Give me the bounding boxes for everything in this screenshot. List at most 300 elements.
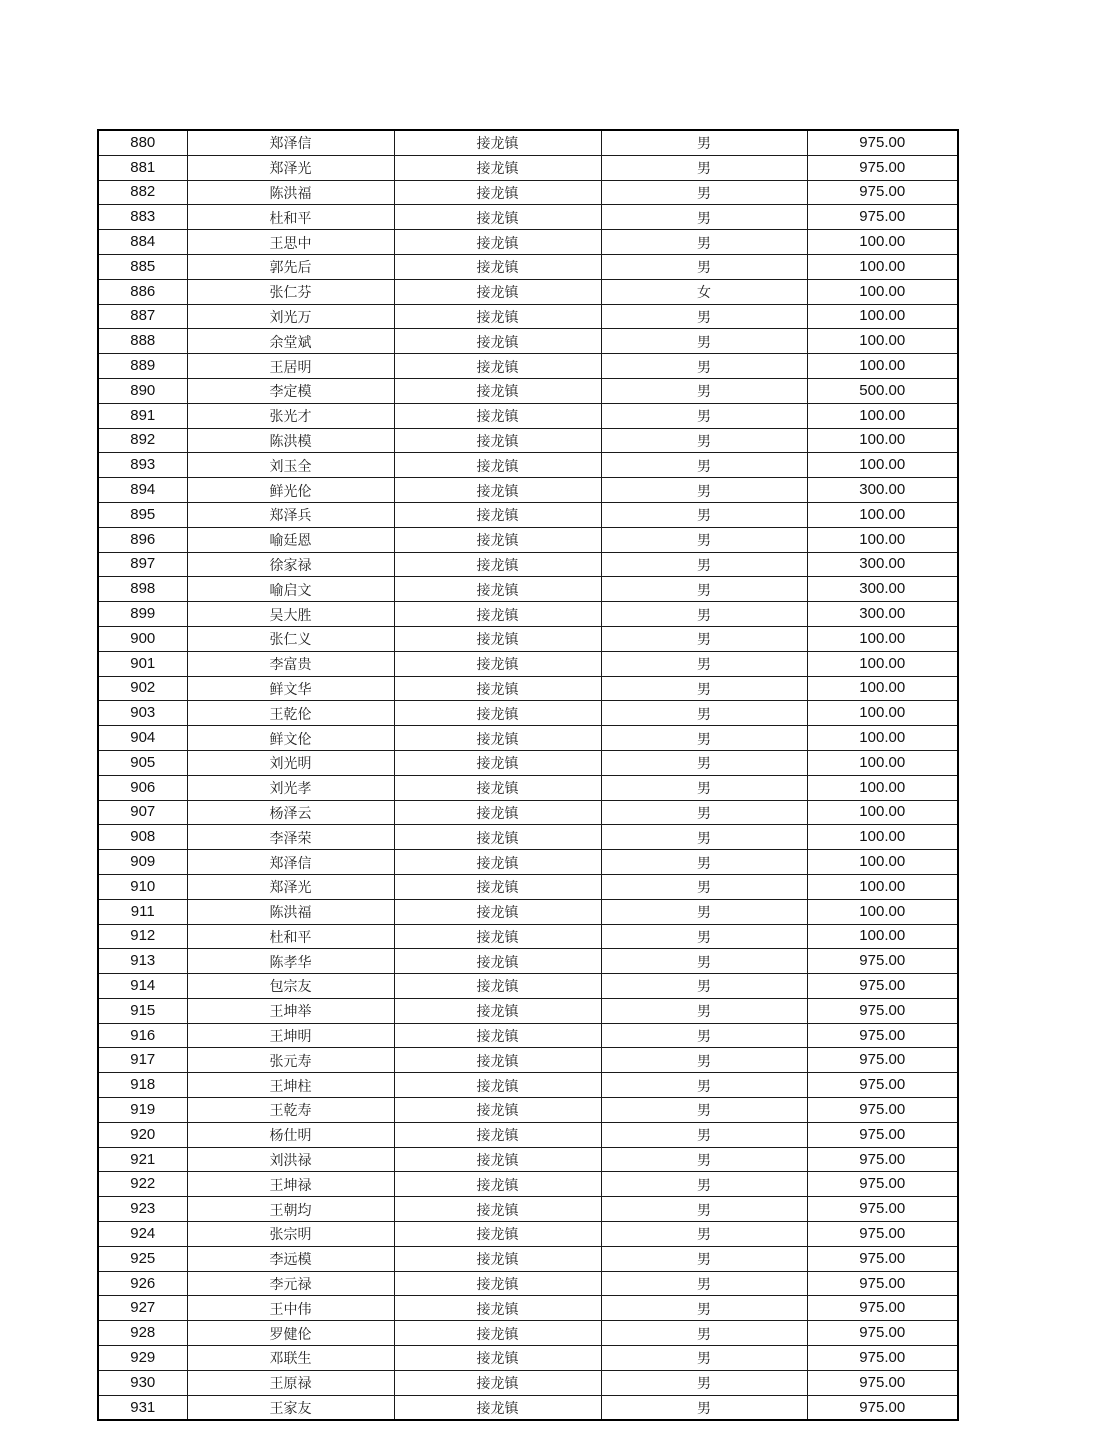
cell-amount: 100.00 <box>807 701 958 726</box>
cell-gender: 男 <box>601 750 807 775</box>
cell-amount: 300.00 <box>807 577 958 602</box>
cell-name: 郑泽信 <box>187 130 394 155</box>
cell-amount: 975.00 <box>807 1048 958 1073</box>
cell-name: 张宗明 <box>187 1222 394 1247</box>
cell-name: 郑泽光 <box>187 155 394 180</box>
cell-name: 吴大胜 <box>187 602 394 627</box>
cell-town: 接龙镇 <box>394 924 601 949</box>
cell-town: 接龙镇 <box>394 949 601 974</box>
cell-amount: 100.00 <box>807 428 958 453</box>
table-row <box>98 1073 958 1098</box>
cell-number: 922 <box>98 1172 187 1197</box>
cell-number: 898 <box>98 577 187 602</box>
cell-name: 邓联生 <box>187 1346 394 1371</box>
cell-name: 王坤禄 <box>187 1172 394 1197</box>
cell-amount: 100.00 <box>807 899 958 924</box>
cell-number: 928 <box>98 1321 187 1346</box>
cell-gender: 男 <box>601 130 807 155</box>
cell-name: 鲜光伦 <box>187 478 394 503</box>
cell-gender: 男 <box>601 577 807 602</box>
cell-name: 郭先后 <box>187 254 394 279</box>
cell-gender: 男 <box>601 354 807 379</box>
cell-gender: 男 <box>601 304 807 329</box>
cell-name: 刘光明 <box>187 750 394 775</box>
cell-name: 陈洪福 <box>187 180 394 205</box>
table-row <box>98 602 958 627</box>
cell-gender: 男 <box>601 1023 807 1048</box>
cell-town: 接龙镇 <box>394 180 601 205</box>
cell-amount: 100.00 <box>807 626 958 651</box>
cell-town: 接龙镇 <box>394 701 601 726</box>
cell-number: 909 <box>98 850 187 875</box>
cell-town: 接龙镇 <box>394 1048 601 1073</box>
cell-town: 接龙镇 <box>394 850 601 875</box>
table-row <box>98 726 958 751</box>
cell-amount: 100.00 <box>807 651 958 676</box>
cell-name: 王居明 <box>187 354 394 379</box>
table-row <box>98 1147 958 1172</box>
cell-name: 包宗友 <box>187 974 394 999</box>
cell-gender: 男 <box>601 1122 807 1147</box>
cell-name: 李定模 <box>187 378 394 403</box>
cell-gender: 男 <box>601 676 807 701</box>
table-row <box>98 552 958 577</box>
cell-amount: 300.00 <box>807 478 958 503</box>
cell-number: 883 <box>98 205 187 230</box>
cell-name: 郑泽信 <box>187 850 394 875</box>
cell-name: 王坤柱 <box>187 1073 394 1098</box>
cell-name: 张光才 <box>187 403 394 428</box>
cell-gender: 男 <box>601 701 807 726</box>
table-row <box>98 502 958 527</box>
cell-number: 911 <box>98 899 187 924</box>
cell-number: 908 <box>98 825 187 850</box>
cell-amount: 975.00 <box>807 1098 958 1123</box>
table-row <box>98 1048 958 1073</box>
table-row <box>98 1023 958 1048</box>
cell-amount: 975.00 <box>807 1023 958 1048</box>
cell-gender: 男 <box>601 1172 807 1197</box>
table-row <box>98 354 958 379</box>
table-row <box>98 800 958 825</box>
cell-amount: 975.00 <box>807 1122 958 1147</box>
cell-town: 接龙镇 <box>394 428 601 453</box>
cell-number: 892 <box>98 428 187 453</box>
table-row <box>98 155 958 180</box>
cell-number: 880 <box>98 130 187 155</box>
table-row <box>98 304 958 329</box>
cell-amount: 300.00 <box>807 602 958 627</box>
cell-amount: 100.00 <box>807 527 958 552</box>
table-row <box>98 205 958 230</box>
cell-town: 接龙镇 <box>394 403 601 428</box>
cell-name: 杜和平 <box>187 924 394 949</box>
cell-gender: 男 <box>601 800 807 825</box>
table-row <box>98 279 958 304</box>
cell-amount: 975.00 <box>807 1246 958 1271</box>
cell-gender: 男 <box>601 1370 807 1395</box>
cell-name: 喻启文 <box>187 577 394 602</box>
cell-amount: 975.00 <box>807 1370 958 1395</box>
cell-name: 刘光万 <box>187 304 394 329</box>
cell-number: 903 <box>98 701 187 726</box>
table-row <box>98 874 958 899</box>
cell-amount: 975.00 <box>807 1346 958 1371</box>
cell-name: 王朝均 <box>187 1197 394 1222</box>
cell-gender: 男 <box>601 552 807 577</box>
table-row <box>98 230 958 255</box>
cell-number: 907 <box>98 800 187 825</box>
cell-town: 接龙镇 <box>394 1098 601 1123</box>
table-row <box>98 1246 958 1271</box>
cell-name: 王坤举 <box>187 998 394 1023</box>
cell-town: 接龙镇 <box>394 874 601 899</box>
cell-number: 925 <box>98 1246 187 1271</box>
cell-gender: 男 <box>601 1395 807 1420</box>
cell-name: 杨泽云 <box>187 800 394 825</box>
cell-gender: 男 <box>601 998 807 1023</box>
cell-number: 891 <box>98 403 187 428</box>
table-row <box>98 899 958 924</box>
cell-gender: 男 <box>601 651 807 676</box>
cell-town: 接龙镇 <box>394 329 601 354</box>
cell-name: 刘光孝 <box>187 775 394 800</box>
cell-amount: 975.00 <box>807 1395 958 1420</box>
cell-town: 接龙镇 <box>394 1023 601 1048</box>
cell-town: 接龙镇 <box>394 1246 601 1271</box>
cell-number: 905 <box>98 750 187 775</box>
cell-number: 899 <box>98 602 187 627</box>
cell-number: 920 <box>98 1122 187 1147</box>
cell-gender: 男 <box>601 874 807 899</box>
table-row <box>98 1321 958 1346</box>
cell-town: 接龙镇 <box>394 577 601 602</box>
cell-number: 929 <box>98 1346 187 1371</box>
cell-number: 887 <box>98 304 187 329</box>
cell-gender: 男 <box>601 403 807 428</box>
cell-number: 921 <box>98 1147 187 1172</box>
cell-amount: 100.00 <box>807 502 958 527</box>
cell-number: 914 <box>98 974 187 999</box>
cell-number: 889 <box>98 354 187 379</box>
cell-town: 接龙镇 <box>394 354 601 379</box>
cell-town: 接龙镇 <box>394 899 601 924</box>
cell-town: 接龙镇 <box>394 1172 601 1197</box>
cell-amount: 100.00 <box>807 800 958 825</box>
cell-amount: 975.00 <box>807 205 958 230</box>
cell-gender: 男 <box>601 974 807 999</box>
cell-gender: 男 <box>601 1271 807 1296</box>
table-row <box>98 626 958 651</box>
cell-amount: 100.00 <box>807 924 958 949</box>
table-row <box>98 701 958 726</box>
cell-number: 931 <box>98 1395 187 1420</box>
cell-amount: 100.00 <box>807 403 958 428</box>
cell-town: 接龙镇 <box>394 1296 601 1321</box>
cell-name: 杨仕明 <box>187 1122 394 1147</box>
cell-number: 916 <box>98 1023 187 1048</box>
cell-number: 910 <box>98 874 187 899</box>
cell-name: 王中伟 <box>187 1296 394 1321</box>
cell-number: 895 <box>98 502 187 527</box>
cell-gender: 男 <box>601 527 807 552</box>
cell-amount: 100.00 <box>807 874 958 899</box>
table-row <box>98 1172 958 1197</box>
cell-number: 927 <box>98 1296 187 1321</box>
cell-amount: 100.00 <box>807 354 958 379</box>
cell-amount: 975.00 <box>807 1321 958 1346</box>
cell-name: 鲜文华 <box>187 676 394 701</box>
cell-name: 陈洪模 <box>187 428 394 453</box>
cell-gender: 男 <box>601 453 807 478</box>
cell-gender: 男 <box>601 924 807 949</box>
cell-town: 接龙镇 <box>394 1346 601 1371</box>
cell-amount: 100.00 <box>807 775 958 800</box>
cell-number: 912 <box>98 924 187 949</box>
cell-amount: 100.00 <box>807 453 958 478</box>
cell-gender: 男 <box>601 502 807 527</box>
cell-name: 张元寿 <box>187 1048 394 1073</box>
cell-town: 接龙镇 <box>394 676 601 701</box>
cell-town: 接龙镇 <box>394 279 601 304</box>
cell-town: 接龙镇 <box>394 230 601 255</box>
cell-amount: 975.00 <box>807 1271 958 1296</box>
cell-town: 接龙镇 <box>394 825 601 850</box>
cell-name: 李泽荣 <box>187 825 394 850</box>
cell-name: 王乾伦 <box>187 701 394 726</box>
cell-amount: 100.00 <box>807 279 958 304</box>
cell-town: 接龙镇 <box>394 254 601 279</box>
cell-gender: 男 <box>601 825 807 850</box>
table-row <box>98 180 958 205</box>
cell-number: 882 <box>98 180 187 205</box>
cell-town: 接龙镇 <box>394 800 601 825</box>
cell-amount: 975.00 <box>807 1073 958 1098</box>
table-row <box>98 1370 958 1395</box>
cell-name: 鲜文伦 <box>187 726 394 751</box>
cell-amount: 975.00 <box>807 155 958 180</box>
table-row <box>98 825 958 850</box>
table-row <box>98 329 958 354</box>
cell-town: 接龙镇 <box>394 998 601 1023</box>
cell-town: 接龙镇 <box>394 378 601 403</box>
cell-town: 接龙镇 <box>394 974 601 999</box>
cell-number: 897 <box>98 552 187 577</box>
cell-number: 885 <box>98 254 187 279</box>
table-row <box>98 1271 958 1296</box>
cell-number: 930 <box>98 1370 187 1395</box>
table-row <box>98 1395 958 1420</box>
cell-town: 接龙镇 <box>394 1222 601 1247</box>
cell-name: 喻廷恩 <box>187 527 394 552</box>
cell-town: 接龙镇 <box>394 453 601 478</box>
cell-town: 接龙镇 <box>394 1147 601 1172</box>
cell-name: 王家友 <box>187 1395 394 1420</box>
cell-number: 919 <box>98 1098 187 1123</box>
cell-gender: 男 <box>601 1048 807 1073</box>
cell-number: 902 <box>98 676 187 701</box>
table-row <box>98 1296 958 1321</box>
cell-name: 郑泽光 <box>187 874 394 899</box>
cell-gender: 男 <box>601 1296 807 1321</box>
cell-name: 王原禄 <box>187 1370 394 1395</box>
table-row <box>98 527 958 552</box>
table-row <box>98 478 958 503</box>
cell-amount: 300.00 <box>807 552 958 577</box>
cell-town: 接龙镇 <box>394 205 601 230</box>
cell-gender: 男 <box>601 949 807 974</box>
table-row <box>98 403 958 428</box>
cell-amount: 100.00 <box>807 230 958 255</box>
cell-town: 接龙镇 <box>394 1271 601 1296</box>
cell-amount: 100.00 <box>807 825 958 850</box>
table-row <box>98 254 958 279</box>
cell-amount: 100.00 <box>807 254 958 279</box>
cell-amount: 100.00 <box>807 726 958 751</box>
cell-number: 893 <box>98 453 187 478</box>
cell-amount: 975.00 <box>807 1296 958 1321</box>
cell-amount: 100.00 <box>807 304 958 329</box>
table-row <box>98 974 958 999</box>
cell-gender: 男 <box>601 428 807 453</box>
cell-amount: 100.00 <box>807 750 958 775</box>
cell-town: 接龙镇 <box>394 1122 601 1147</box>
cell-amount: 975.00 <box>807 1222 958 1247</box>
cell-gender: 男 <box>601 180 807 205</box>
table-row <box>98 130 958 155</box>
cell-name: 李元禄 <box>187 1271 394 1296</box>
table-row <box>98 651 958 676</box>
roster-table-body <box>98 130 958 1420</box>
cell-town: 接龙镇 <box>394 602 601 627</box>
cell-number: 881 <box>98 155 187 180</box>
cell-gender: 男 <box>601 1346 807 1371</box>
cell-name: 郑泽兵 <box>187 502 394 527</box>
table-row <box>98 378 958 403</box>
cell-amount: 975.00 <box>807 1147 958 1172</box>
cell-town: 接龙镇 <box>394 626 601 651</box>
cell-gender: 男 <box>601 230 807 255</box>
cell-name: 徐家禄 <box>187 552 394 577</box>
cell-gender: 男 <box>601 1246 807 1271</box>
cell-name: 刘玉全 <box>187 453 394 478</box>
table-row <box>98 577 958 602</box>
cell-gender: 男 <box>601 205 807 230</box>
cell-gender: 男 <box>601 1321 807 1346</box>
cell-name: 王坤明 <box>187 1023 394 1048</box>
cell-amount: 975.00 <box>807 1172 958 1197</box>
cell-town: 接龙镇 <box>394 130 601 155</box>
cell-amount: 100.00 <box>807 676 958 701</box>
cell-number: 884 <box>98 230 187 255</box>
cell-name: 王乾寿 <box>187 1098 394 1123</box>
cell-gender: 男 <box>601 155 807 180</box>
cell-number: 915 <box>98 998 187 1023</box>
cell-number: 890 <box>98 378 187 403</box>
cell-number: 900 <box>98 626 187 651</box>
cell-name: 张仁义 <box>187 626 394 651</box>
cell-town: 接龙镇 <box>394 552 601 577</box>
table-row <box>98 676 958 701</box>
cell-number: 923 <box>98 1197 187 1222</box>
cell-amount: 975.00 <box>807 1197 958 1222</box>
cell-name: 王思中 <box>187 230 394 255</box>
cell-name: 李远模 <box>187 1246 394 1271</box>
cell-gender: 男 <box>601 478 807 503</box>
table-row <box>98 924 958 949</box>
cell-number: 926 <box>98 1271 187 1296</box>
cell-number: 924 <box>98 1222 187 1247</box>
cell-name: 李富贵 <box>187 651 394 676</box>
cell-number: 896 <box>98 527 187 552</box>
cell-amount: 975.00 <box>807 974 958 999</box>
table-row <box>98 1346 958 1371</box>
cell-number: 904 <box>98 726 187 751</box>
cell-gender: 男 <box>601 850 807 875</box>
cell-name: 杜和平 <box>187 205 394 230</box>
table-row <box>98 1222 958 1247</box>
table-row <box>98 750 958 775</box>
table-row <box>98 949 958 974</box>
cell-town: 接龙镇 <box>394 775 601 800</box>
table-row <box>98 775 958 800</box>
cell-town: 接龙镇 <box>394 478 601 503</box>
cell-town: 接龙镇 <box>394 1073 601 1098</box>
cell-gender: 男 <box>601 1147 807 1172</box>
cell-gender: 男 <box>601 602 807 627</box>
cell-number: 917 <box>98 1048 187 1073</box>
cell-amount: 975.00 <box>807 998 958 1023</box>
cell-gender: 男 <box>601 899 807 924</box>
cell-name: 张仁芬 <box>187 279 394 304</box>
cell-gender: 男 <box>601 1222 807 1247</box>
table-row <box>98 428 958 453</box>
cell-gender: 男 <box>601 626 807 651</box>
cell-gender: 男 <box>601 775 807 800</box>
cell-town: 接龙镇 <box>394 750 601 775</box>
cell-gender: 男 <box>601 1098 807 1123</box>
cell-amount: 100.00 <box>807 850 958 875</box>
cell-gender: 男 <box>601 1073 807 1098</box>
cell-town: 接龙镇 <box>394 726 601 751</box>
cell-gender: 男 <box>601 378 807 403</box>
cell-name: 陈洪福 <box>187 899 394 924</box>
cell-gender: 男 <box>601 726 807 751</box>
cell-amount: 100.00 <box>807 329 958 354</box>
cell-number: 906 <box>98 775 187 800</box>
cell-town: 接龙镇 <box>394 527 601 552</box>
cell-town: 接龙镇 <box>394 502 601 527</box>
cell-town: 接龙镇 <box>394 1395 601 1420</box>
table-row <box>98 453 958 478</box>
cell-gender: 男 <box>601 1197 807 1222</box>
table-row <box>98 850 958 875</box>
table-row <box>98 1098 958 1123</box>
cell-name: 陈孝华 <box>187 949 394 974</box>
cell-town: 接龙镇 <box>394 651 601 676</box>
table-row <box>98 1197 958 1222</box>
cell-number: 901 <box>98 651 187 676</box>
cell-name: 罗健伦 <box>187 1321 394 1346</box>
cell-amount: 975.00 <box>807 949 958 974</box>
cell-amount: 975.00 <box>807 130 958 155</box>
cell-name: 刘洪禄 <box>187 1147 394 1172</box>
table-row <box>98 998 958 1023</box>
cell-number: 913 <box>98 949 187 974</box>
cell-town: 接龙镇 <box>394 1321 601 1346</box>
cell-gender: 男 <box>601 254 807 279</box>
cell-number: 894 <box>98 478 187 503</box>
